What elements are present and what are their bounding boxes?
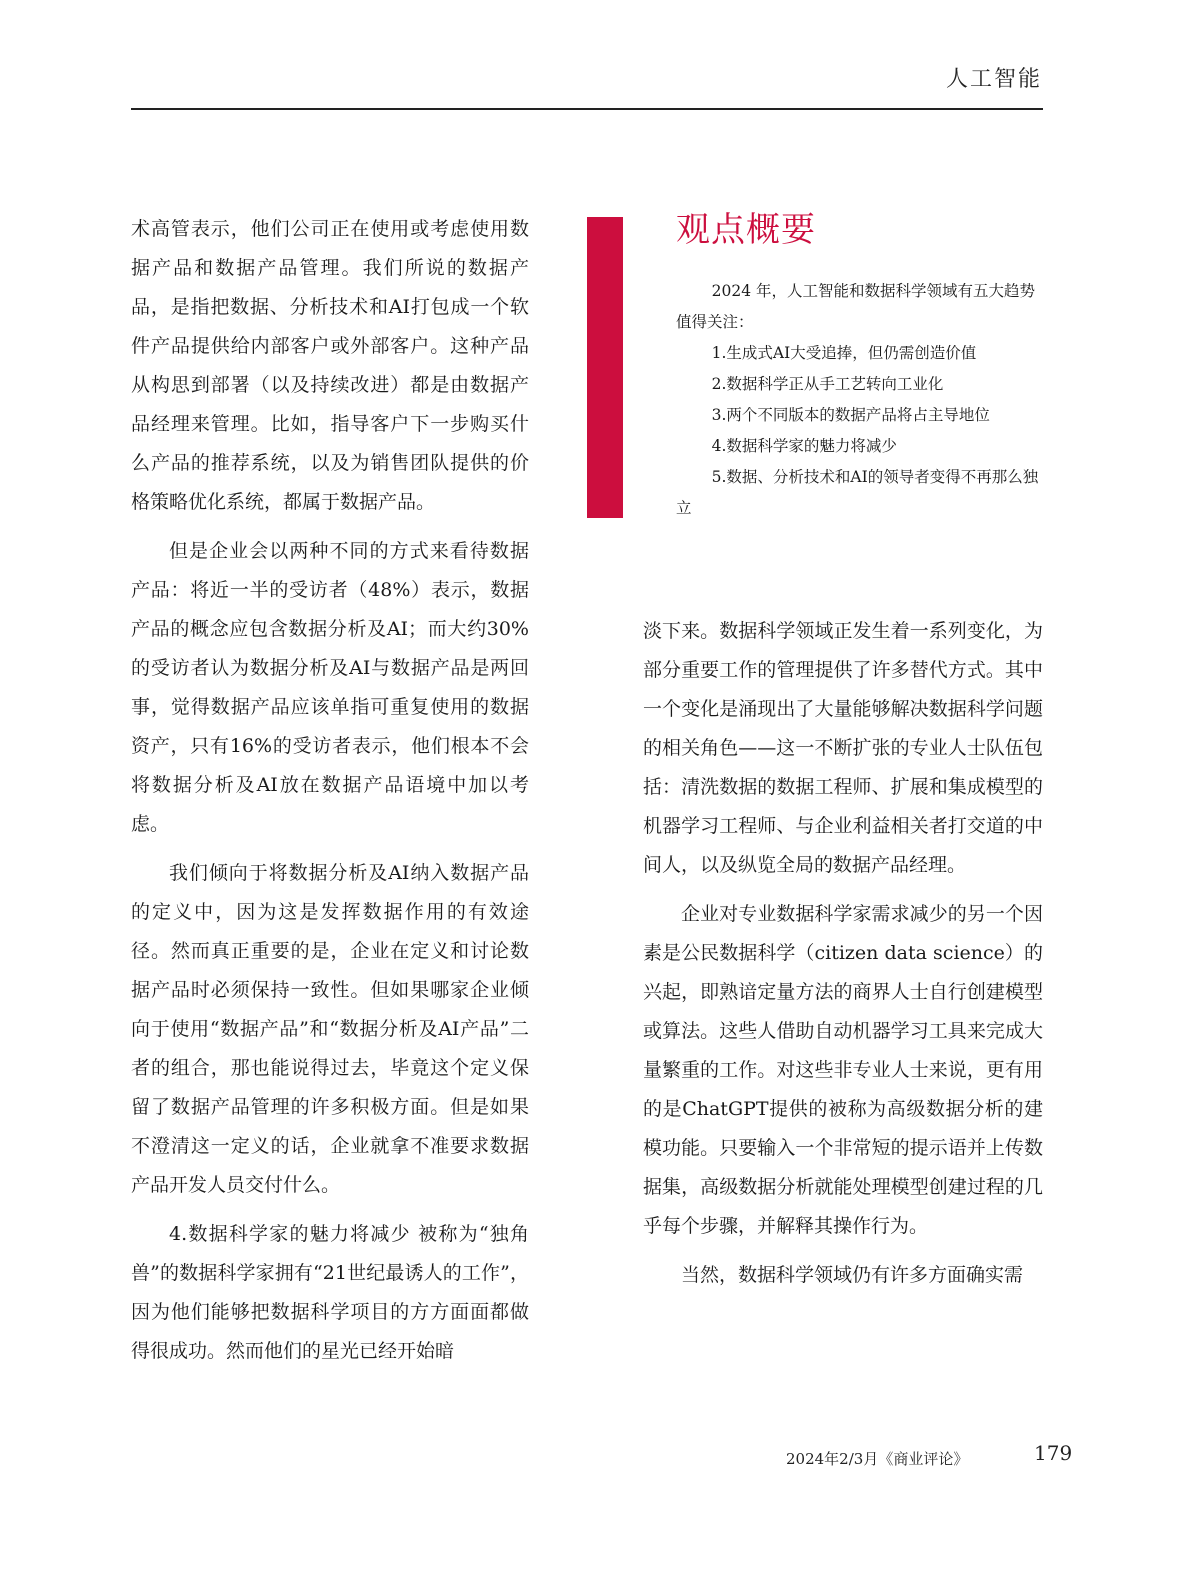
page-number: 179	[1034, 1441, 1073, 1465]
paragraph: 术高管表示，他们公司正在使用或考虑使用数据产品和数据产品管理。我们所说的数据产品，是指把数据、分析技术和AI打包成一个软件产品提供给内部客户或外部客户。这种产品从构思到部署（以及持续改进）都是由数据产品经理来管理。比如，指导客户下一步购买什么产品的推荐系统，以及为销售团队提供的价格策略优化系统，都属于数据产品。	[131, 218, 529, 513]
paragraph: 淡下来。数据科学领域正发生着一系列变化，为部分重要工作的管理提供了许多替代方式。其中一个变化是涌现出了大量能够解决数据科学问题的相关角色——这一不断扩张的专业人士队伍包括：清洗数据的数据工程师、扩展和集成模型的机器学习工程师、与企业利益相关者打交道的中间人，以及纵览全局的数据产品经理。	[643, 620, 1043, 876]
summary-item: 5.数据、分析技术和AI的领导者变得不再那么独立	[676, 468, 1039, 517]
summary-accent-bar	[587, 217, 623, 518]
summary-item: 3.两个不同版本的数据产品将占主导地位	[711, 406, 990, 424]
paragraph: 当然，数据科学领域仍有许多方面确实需	[681, 1264, 1024, 1286]
summary-list	[676, 338, 1044, 524]
paragraph: 但是企业会以两种不同的方式来看待数据产品：将近一半的受访者（48%）表示，数据产品的概念应包含数据分析及AI；而大约30%的受访者认为数据分析及AI与数据产品是两回事，觉得数据产品应该单指可重复使用的数据资产，只有16%的受访者表示，他们根本不会将数据分析及AI放在数据产品语境中加以考虑。	[131, 540, 529, 835]
paragraph: 我们倾向于将数据分析及AI纳入数据产品的定义中，因为这是发挥数据作用的有效途径。然而真正重要的是，企业在定义和讨论数据产品时必须保持一致性。但如果哪家企业倾向于使用“数据产品”和“数据分析及AI产品”二者的组合，那也能说得过去，毕竟这个定义保留了数据产品管理的许多积极方面。但是如果不澄清这一定义的话，企业就拿不准要求数据产品开发人员交付什么。	[131, 862, 529, 1196]
paragraph: 企业对专业数据科学家需求减少的另一个因素是公民数据科学（citizen data science）的兴起，即熟谙定量方法的商界人士自行创建模型或算法。这些人借助自动机器学习工具来完成大量繁重的工作。对这些非专业人士来说，更有用的是ChatGPT提供的被称为高级数据分析的建模功能。只要输入一个非常短的提示语并上传数据集，高级数据分析就能处理模型创建过程的几乎每个步骤，并解释其操作行为。	[643, 903, 1043, 1237]
section-title: 人工智能	[945, 67, 1042, 92]
header-rule	[131, 108, 1043, 110]
summary-item: 1.生成式AI大受追捧，但仍需创造价值	[711, 344, 977, 362]
summary-title: 观点概要	[676, 210, 816, 250]
left-column	[131, 210, 529, 1381]
publication-footer: 2024年2/3月《商业评论》	[786, 1450, 969, 1468]
summary-item: 4.数据科学家的魅力将减少	[711, 437, 897, 455]
summary-intro: 2024 年，人工智能和数据科学领域有五大趋势值得关注：	[676, 282, 1036, 331]
summary-item: 2.数据科学正从手工艺转向工业化	[711, 375, 944, 393]
right-column	[643, 612, 1043, 1305]
paragraph: 4.数据科学家的魅力将减少 被称为“独角兽”的数据科学家拥有“21世纪最诱人的工作”，因为他们能够把数据科学项目的方方面面都做得很成功。然而他们的星光已经开始暗	[131, 1223, 529, 1362]
